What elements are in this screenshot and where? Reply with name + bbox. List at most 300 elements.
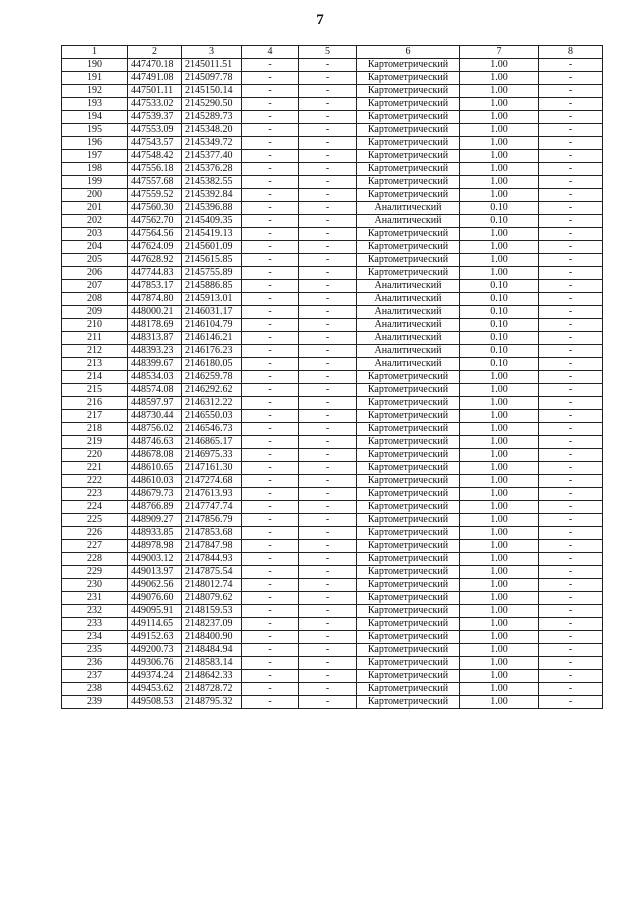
table-cell: 220 xyxy=(62,449,128,462)
table-cell: - xyxy=(539,228,603,241)
table-cell: - xyxy=(299,306,357,319)
table-cell: 2147844.93 xyxy=(182,553,242,566)
table-cell: 1.00 xyxy=(460,696,539,709)
table-row xyxy=(62,176,603,189)
table-cell: Картометрический xyxy=(357,462,460,475)
table-cell: - xyxy=(299,150,357,163)
table-cell: 2145755.89 xyxy=(182,267,242,280)
table-cell: 1.00 xyxy=(460,436,539,449)
table-row xyxy=(62,501,603,514)
table-cell: 448597.97 xyxy=(128,397,182,410)
table-cell: - xyxy=(539,605,603,618)
table-cell: 448313.87 xyxy=(128,332,182,345)
table-cell: 447562.70 xyxy=(128,215,182,228)
table-cell: 236 xyxy=(62,657,128,670)
table-cell: 2148583.14 xyxy=(182,657,242,670)
table-cell: - xyxy=(299,527,357,540)
table-cell: 197 xyxy=(62,150,128,163)
table-row xyxy=(62,345,603,358)
table-cell: - xyxy=(299,72,357,85)
column-header: 3 xyxy=(182,46,242,59)
table-cell: - xyxy=(299,85,357,98)
table-cell: - xyxy=(242,436,299,449)
table-cell: 208 xyxy=(62,293,128,306)
table-cell: 230 xyxy=(62,579,128,592)
table-cell: - xyxy=(242,124,299,137)
table-cell: 449062.56 xyxy=(128,579,182,592)
table-cell: Картометрический xyxy=(357,540,460,553)
table-cell: - xyxy=(242,644,299,657)
table-cell: 448000.21 xyxy=(128,306,182,319)
table-cell: 1.00 xyxy=(460,514,539,527)
table-cell: - xyxy=(242,488,299,501)
table-cell: 2145150.14 xyxy=(182,85,242,98)
table-cell: Картометрический xyxy=(357,631,460,644)
table-cell: - xyxy=(539,670,603,683)
table-cell: 1.00 xyxy=(460,540,539,553)
table-cell: 449374.24 xyxy=(128,670,182,683)
table-cell: - xyxy=(242,189,299,202)
table-cell: - xyxy=(539,527,603,540)
table-cell: - xyxy=(299,397,357,410)
table-cell: Картометрический xyxy=(357,72,460,85)
table-cell: 2145011.51 xyxy=(182,59,242,72)
table-row xyxy=(62,98,603,111)
table-row xyxy=(62,59,603,72)
table-cell: Картометрический xyxy=(357,241,460,254)
table-cell: - xyxy=(299,332,357,345)
table-cell: 2145376.28 xyxy=(182,163,242,176)
table-cell: 1.00 xyxy=(460,59,539,72)
table-cell: 1.00 xyxy=(460,501,539,514)
table-cell: 2148159.53 xyxy=(182,605,242,618)
table-cell: Картометрический xyxy=(357,397,460,410)
table-cell: 2145615.85 xyxy=(182,254,242,267)
table-cell: - xyxy=(299,267,357,280)
table-cell: - xyxy=(242,202,299,215)
table-cell: 2145377.40 xyxy=(182,150,242,163)
table-cell: - xyxy=(539,592,603,605)
table-row xyxy=(62,462,603,475)
table-cell: 2145409.35 xyxy=(182,215,242,228)
table-cell: 448730.44 xyxy=(128,410,182,423)
table-cell: - xyxy=(299,384,357,397)
table-cell: 449095.91 xyxy=(128,605,182,618)
table-cell: 2145396.88 xyxy=(182,202,242,215)
table-cell: 2146031.17 xyxy=(182,306,242,319)
table-cell: - xyxy=(299,475,357,488)
table-cell: 229 xyxy=(62,566,128,579)
table-cell: - xyxy=(539,683,603,696)
table-cell: - xyxy=(539,644,603,657)
column-header: 2 xyxy=(128,46,182,59)
table-cell: - xyxy=(242,98,299,111)
table-cell: - xyxy=(299,98,357,111)
table-cell: Картометрический xyxy=(357,449,460,462)
table-cell: 1.00 xyxy=(460,657,539,670)
table-cell: - xyxy=(242,631,299,644)
table-cell: 2147613.93 xyxy=(182,488,242,501)
table-cell: - xyxy=(299,202,357,215)
table-cell: - xyxy=(539,332,603,345)
table-cell: 447628.92 xyxy=(128,254,182,267)
table-cell: - xyxy=(242,696,299,709)
table-cell: 1.00 xyxy=(460,150,539,163)
table-cell: - xyxy=(242,228,299,241)
table-cell: 448610.03 xyxy=(128,475,182,488)
table-cell: 447559.52 xyxy=(128,189,182,202)
table-row xyxy=(62,449,603,462)
table-cell: - xyxy=(242,527,299,540)
table-cell: - xyxy=(299,241,357,254)
table-cell: Картометрический xyxy=(357,137,460,150)
table-cell: 202 xyxy=(62,215,128,228)
table-cell: 0.10 xyxy=(460,345,539,358)
table-row xyxy=(62,423,603,436)
table-cell: 2145419.13 xyxy=(182,228,242,241)
table-cell: - xyxy=(242,72,299,85)
table-cell: 1.00 xyxy=(460,553,539,566)
table-cell: 1.00 xyxy=(460,631,539,644)
column-header: 6 xyxy=(357,46,460,59)
table-cell: 447491.08 xyxy=(128,72,182,85)
table-cell: 449114.65 xyxy=(128,618,182,631)
table-cell: - xyxy=(539,124,603,137)
table-cell: 2146865.17 xyxy=(182,436,242,449)
table-row xyxy=(62,202,603,215)
table-row xyxy=(62,488,603,501)
table-cell: 449453.62 xyxy=(128,683,182,696)
table-cell: - xyxy=(242,215,299,228)
table-cell: 2145392.84 xyxy=(182,189,242,202)
table-cell: 0.10 xyxy=(460,332,539,345)
table-cell: 2148795.32 xyxy=(182,696,242,709)
table-cell: 239 xyxy=(62,696,128,709)
table-cell: - xyxy=(299,423,357,436)
table-cell: - xyxy=(242,540,299,553)
table-cell: 447501.11 xyxy=(128,85,182,98)
table-cell: 223 xyxy=(62,488,128,501)
table-cell: 193 xyxy=(62,98,128,111)
table-cell: 449200.73 xyxy=(128,644,182,657)
table-cell: - xyxy=(299,371,357,384)
table-cell: Картометрический xyxy=(357,670,460,683)
table-cell: 2145349.72 xyxy=(182,137,242,150)
table-cell: - xyxy=(242,670,299,683)
table-cell: - xyxy=(539,514,603,527)
table-cell: - xyxy=(242,254,299,267)
table-cell: 1.00 xyxy=(460,189,539,202)
table-cell: Аналитический xyxy=(357,280,460,293)
table-row xyxy=(62,566,603,579)
table-cell: - xyxy=(299,696,357,709)
table-cell: - xyxy=(299,540,357,553)
table-cell: 2147847.98 xyxy=(182,540,242,553)
table-cell: Картометрический xyxy=(357,163,460,176)
table-cell: - xyxy=(299,410,357,423)
table-cell: - xyxy=(539,436,603,449)
table-cell: 235 xyxy=(62,644,128,657)
table-cell: 213 xyxy=(62,358,128,371)
table-cell: - xyxy=(299,488,357,501)
table-cell: 1.00 xyxy=(460,670,539,683)
table-cell: 2148728.72 xyxy=(182,683,242,696)
table-cell: 1.00 xyxy=(460,176,539,189)
table-cell: Картометрический xyxy=(357,254,460,267)
table-cell: Картометрический xyxy=(357,683,460,696)
table-row xyxy=(62,150,603,163)
table-cell: 2147274.68 xyxy=(182,475,242,488)
table-cell: - xyxy=(539,540,603,553)
table-row xyxy=(62,618,603,631)
table-cell: - xyxy=(242,462,299,475)
table-cell: 2148400.90 xyxy=(182,631,242,644)
table-row xyxy=(62,72,603,85)
table-cell: Картометрический xyxy=(357,696,460,709)
table-cell: 221 xyxy=(62,462,128,475)
table-row xyxy=(62,540,603,553)
table-row xyxy=(62,605,603,618)
table-cell: Картометрический xyxy=(357,189,460,202)
table-cell: - xyxy=(299,644,357,657)
table-cell: 447853.17 xyxy=(128,280,182,293)
table-row xyxy=(62,215,603,228)
table-cell: 447548.42 xyxy=(128,150,182,163)
table-cell: 1.00 xyxy=(460,267,539,280)
table-cell: 204 xyxy=(62,241,128,254)
table-cell: 448678.08 xyxy=(128,449,182,462)
table-cell: - xyxy=(539,488,603,501)
table-cell: - xyxy=(299,59,357,72)
table-cell: Аналитический xyxy=(357,215,460,228)
table-cell: Картометрический xyxy=(357,566,460,579)
table-cell: Картометрический xyxy=(357,85,460,98)
table-cell: - xyxy=(242,657,299,670)
column-header: 7 xyxy=(460,46,539,59)
table-cell: - xyxy=(299,137,357,150)
table-cell: - xyxy=(299,111,357,124)
table-cell: 191 xyxy=(62,72,128,85)
table-cell: 447553.09 xyxy=(128,124,182,137)
table-row xyxy=(62,124,603,137)
table-cell: 2147853.68 xyxy=(182,527,242,540)
table-cell: 1.00 xyxy=(460,111,539,124)
table-cell: - xyxy=(299,215,357,228)
table-cell: 1.00 xyxy=(460,449,539,462)
table-cell: 203 xyxy=(62,228,128,241)
table-cell: Картометрический xyxy=(357,657,460,670)
table-row xyxy=(62,280,603,293)
table-row xyxy=(62,267,603,280)
table-cell: - xyxy=(242,137,299,150)
table-cell: - xyxy=(299,124,357,137)
table-cell: - xyxy=(539,358,603,371)
table-cell: 207 xyxy=(62,280,128,293)
table-row xyxy=(62,553,603,566)
table-cell: - xyxy=(242,683,299,696)
table-cell: 1.00 xyxy=(460,241,539,254)
table-cell: 0.10 xyxy=(460,215,539,228)
table-cell: 2146292.62 xyxy=(182,384,242,397)
table-cell: - xyxy=(242,59,299,72)
table-cell: Картометрический xyxy=(357,371,460,384)
table-cell: 1.00 xyxy=(460,462,539,475)
table-row xyxy=(62,436,603,449)
table-cell: Картометрический xyxy=(357,228,460,241)
table-row xyxy=(62,293,603,306)
table-cell: - xyxy=(242,306,299,319)
table-cell: 192 xyxy=(62,85,128,98)
table-cell: - xyxy=(242,371,299,384)
table-cell: 2145289.73 xyxy=(182,111,242,124)
table-cell: 214 xyxy=(62,371,128,384)
table-cell: - xyxy=(539,59,603,72)
table-cell: - xyxy=(539,111,603,124)
table-cell: - xyxy=(242,514,299,527)
table-cell: Картометрический xyxy=(357,579,460,592)
table-row xyxy=(62,371,603,384)
table-cell: 1.00 xyxy=(460,124,539,137)
table-cell: - xyxy=(299,436,357,449)
table-cell: 1.00 xyxy=(460,397,539,410)
table-cell: Картометрический xyxy=(357,592,460,605)
column-header: 4 xyxy=(242,46,299,59)
table-cell: - xyxy=(539,462,603,475)
table-cell: Картометрический xyxy=(357,475,460,488)
table-row xyxy=(62,163,603,176)
table-cell: 1.00 xyxy=(460,592,539,605)
table-cell: 1.00 xyxy=(460,683,539,696)
table-cell: 227 xyxy=(62,540,128,553)
table-cell: 2146146.21 xyxy=(182,332,242,345)
table-cell: - xyxy=(539,319,603,332)
table-cell: 1.00 xyxy=(460,163,539,176)
table-cell: - xyxy=(539,150,603,163)
table-cell: - xyxy=(539,306,603,319)
table-cell: 190 xyxy=(62,59,128,72)
table-cell: - xyxy=(299,514,357,527)
table-row xyxy=(62,644,603,657)
table-cell: - xyxy=(299,189,357,202)
table-cell: 2147747.74 xyxy=(182,501,242,514)
table-cell: 205 xyxy=(62,254,128,267)
table-cell: 237 xyxy=(62,670,128,683)
table-cell: - xyxy=(539,85,603,98)
table-cell: 228 xyxy=(62,553,128,566)
table-cell: 199 xyxy=(62,176,128,189)
table-cell: Аналитический xyxy=(357,202,460,215)
table-cell: - xyxy=(242,241,299,254)
table-cell: 447557.68 xyxy=(128,176,182,189)
table-cell: - xyxy=(299,579,357,592)
table-cell: 2148079.62 xyxy=(182,592,242,605)
table-cell: - xyxy=(539,371,603,384)
table-cell: 195 xyxy=(62,124,128,137)
table-row xyxy=(62,254,603,267)
table-cell: - xyxy=(299,592,357,605)
table-cell: 2148642.33 xyxy=(182,670,242,683)
table-cell: Картометрический xyxy=(357,384,460,397)
table-cell: 2146259.78 xyxy=(182,371,242,384)
table-cell: 449152.63 xyxy=(128,631,182,644)
table-cell: Картометрический xyxy=(357,436,460,449)
table-cell: - xyxy=(299,358,357,371)
page-number: 7 xyxy=(316,12,324,28)
table-cell: 1.00 xyxy=(460,137,539,150)
table-cell: 200 xyxy=(62,189,128,202)
table-cell: 2147856.79 xyxy=(182,514,242,527)
table-row xyxy=(62,111,603,124)
table-cell: Картометрический xyxy=(357,98,460,111)
table-cell: Картометрический xyxy=(357,423,460,436)
table-row xyxy=(62,397,603,410)
table-cell: - xyxy=(539,449,603,462)
table-cell: - xyxy=(539,72,603,85)
table-cell: - xyxy=(299,501,357,514)
table-cell: - xyxy=(299,228,357,241)
table-cell: 0.10 xyxy=(460,358,539,371)
table-cell: 448746.63 xyxy=(128,436,182,449)
table-cell: 0.10 xyxy=(460,293,539,306)
table-cell: Аналитический xyxy=(357,319,460,332)
table-cell: - xyxy=(299,657,357,670)
table-body xyxy=(62,59,603,709)
table-cell: 218 xyxy=(62,423,128,436)
table-row xyxy=(62,527,603,540)
table-cell: Картометрический xyxy=(357,618,460,631)
table-cell: Картометрический xyxy=(357,644,460,657)
table-cell: - xyxy=(242,150,299,163)
table-row xyxy=(62,657,603,670)
table-cell: 1.00 xyxy=(460,410,539,423)
table-cell: 2146550.03 xyxy=(182,410,242,423)
table-cell: 447533.02 xyxy=(128,98,182,111)
table-cell: 448574.08 xyxy=(128,384,182,397)
table-cell: - xyxy=(539,345,603,358)
table-cell: - xyxy=(299,683,357,696)
table-row xyxy=(62,189,603,202)
table-cell: - xyxy=(242,280,299,293)
table-cell: 2145601.09 xyxy=(182,241,242,254)
table-cell: 448933.85 xyxy=(128,527,182,540)
table-cell: 449076.60 xyxy=(128,592,182,605)
table-cell: - xyxy=(299,618,357,631)
table-header-row xyxy=(62,46,603,59)
table-cell: 448393.23 xyxy=(128,345,182,358)
table-cell: - xyxy=(299,163,357,176)
table-row xyxy=(62,475,603,488)
table-cell: 448679.73 xyxy=(128,488,182,501)
table-cell: 2147875.54 xyxy=(182,566,242,579)
table-cell: 1.00 xyxy=(460,605,539,618)
table-cell: - xyxy=(539,280,603,293)
table-cell: Аналитический xyxy=(357,293,460,306)
table-cell: Картометрический xyxy=(357,514,460,527)
table-cell: - xyxy=(242,501,299,514)
table-cell: - xyxy=(539,696,603,709)
table-cell: 2146312.22 xyxy=(182,397,242,410)
table-cell: 1.00 xyxy=(460,475,539,488)
table-cell: 0.10 xyxy=(460,306,539,319)
table-cell: 2146180.05 xyxy=(182,358,242,371)
table-cell: 206 xyxy=(62,267,128,280)
table-cell: - xyxy=(539,137,603,150)
table-cell: 210 xyxy=(62,319,128,332)
table-cell: - xyxy=(539,293,603,306)
table-cell: - xyxy=(539,566,603,579)
table-cell: - xyxy=(242,410,299,423)
table-cell: 232 xyxy=(62,605,128,618)
